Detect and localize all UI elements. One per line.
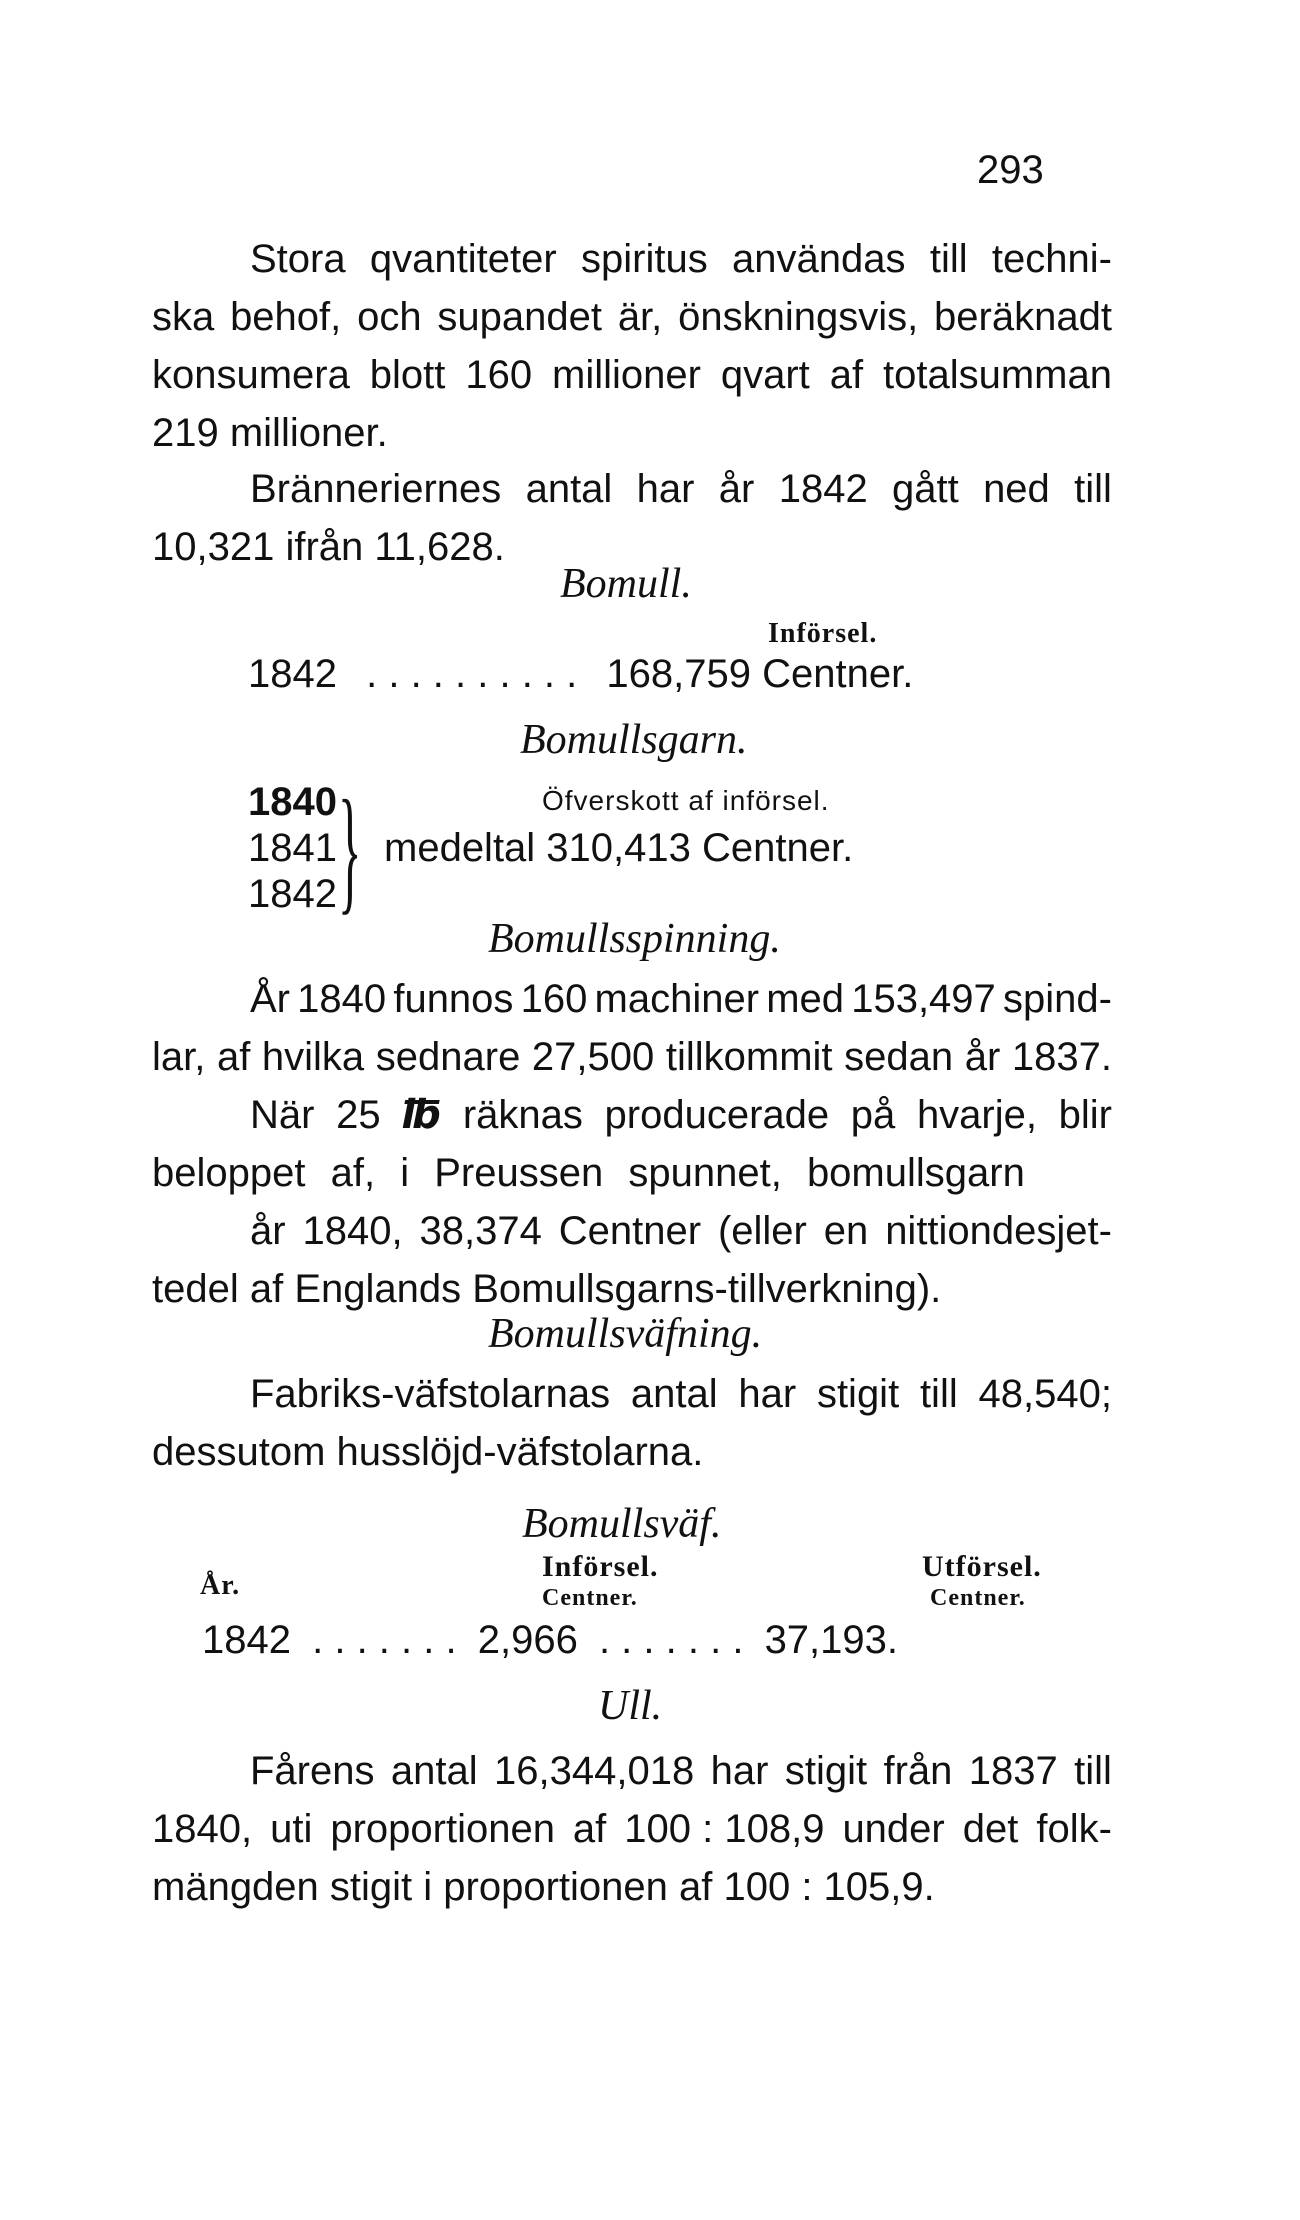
word: 153,497: [851, 977, 996, 1021]
word: techni-: [991, 237, 1112, 281]
word: antal: [525, 467, 613, 511]
column-label-inforsel: Införsel.: [768, 618, 878, 649]
word: är,: [617, 295, 663, 339]
word: qvantiteter: [369, 237, 557, 281]
garn-year-1842: 1842: [248, 872, 337, 916]
word: 1842: [778, 467, 868, 511]
garn-year-1840: 1840: [248, 780, 337, 824]
text-line: [152, 1202, 1112, 1260]
table-header-export: Utförsel.: [922, 1550, 1042, 1583]
leader-dots: . . . . . . .: [312, 1618, 457, 1662]
year-cell: 1842: [202, 1618, 291, 1662]
curly-brace: }: [338, 772, 362, 927]
word: hvilka: [261, 1035, 365, 1079]
word: Preussen: [434, 1151, 604, 1195]
word: 1840,: [152, 1807, 253, 1851]
section-heading-bomullsspinning: Bomullsspinning.: [488, 916, 781, 962]
word: machiner: [594, 977, 760, 1021]
sub-label-ofverskott: Öfverskott af införsel.: [542, 785, 830, 816]
paragraph-spinning: [152, 970, 1112, 1318]
word: till: [1074, 1749, 1112, 1793]
word: 25: [336, 1093, 381, 1137]
text-line: [152, 230, 1112, 288]
table-header-import: Införsel.: [542, 1550, 659, 1583]
word: tillkommit: [665, 1035, 833, 1079]
bomull-row-1842: [248, 652, 913, 697]
word: hvarje,: [916, 1093, 1037, 1137]
word: stigit: [784, 1749, 868, 1793]
word: i: [400, 1151, 410, 1195]
word: konsumera: [152, 353, 350, 397]
paragraph-distilleries: [152, 460, 1112, 576]
word: till: [1074, 467, 1112, 511]
word: qvart: [720, 353, 810, 397]
word: till: [919, 1372, 958, 1416]
word: behof,: [230, 295, 342, 339]
word: med: [766, 977, 845, 1021]
table-header-export-unit: Centner.: [930, 1585, 1026, 1611]
pound-symbol: ℔: [402, 1093, 442, 1137]
text-line: [152, 1028, 1112, 1086]
text-line: [152, 460, 1112, 518]
word: det: [962, 1807, 1019, 1851]
word: 100 : 108,9: [624, 1807, 825, 1851]
word: på: [850, 1093, 896, 1137]
word: från: [883, 1749, 953, 1793]
leader-dots: . . . . . . . . . .: [366, 652, 578, 696]
word: och: [357, 295, 422, 339]
word: producerade: [604, 1093, 830, 1137]
word: blott: [369, 353, 446, 397]
word: sednare: [375, 1035, 521, 1079]
word: antal: [390, 1749, 478, 1793]
word: har: [710, 1749, 769, 1793]
word: lar,: [152, 1035, 206, 1079]
word: 48,540;: [978, 1372, 1112, 1416]
word: under: [842, 1807, 945, 1851]
word: år: [718, 467, 755, 511]
word: gått: [892, 467, 959, 511]
word: Fårens: [250, 1749, 375, 1793]
text-line: 219 millioner.: [152, 411, 388, 455]
word: ned: [983, 467, 1050, 511]
word: 1840,: [302, 1209, 403, 1253]
export-cell: 37,193.: [764, 1618, 899, 1662]
table-row-1842: [202, 1618, 898, 1663]
section-heading-ull: Ull.: [598, 1683, 663, 1729]
text-line: [152, 1086, 1112, 1144]
word: en: [823, 1209, 869, 1253]
word: blir: [1058, 1093, 1112, 1137]
word: 38,374: [419, 1209, 542, 1253]
word: 160: [520, 977, 588, 1021]
paragraph-weaving: [152, 1365, 1112, 1481]
word: år: [250, 1209, 286, 1253]
word: 160: [465, 353, 533, 397]
word: spunnet,: [628, 1151, 782, 1195]
word: 1837: [968, 1749, 1058, 1793]
word: användas: [732, 237, 906, 281]
table-header-year: År.: [200, 1570, 241, 1601]
word: År: [250, 977, 290, 1021]
word: Stora: [250, 237, 346, 281]
word: önskningsvis,: [678, 295, 919, 339]
word: millioner: [552, 353, 701, 397]
word: proportionen: [330, 1807, 555, 1851]
word: När: [250, 1093, 315, 1137]
word: räknas: [462, 1093, 583, 1137]
word: 16,344,018: [494, 1749, 695, 1793]
section-heading-bomull: Bomull.: [560, 561, 692, 607]
word: af,: [330, 1151, 376, 1195]
page-number: 293: [977, 148, 1044, 192]
word: bomullsgarn: [806, 1151, 1025, 1195]
word: Bränneriernes: [250, 467, 502, 511]
word: spiritus: [581, 237, 708, 281]
table-header-import-unit: Centner.: [542, 1585, 638, 1611]
word: folk-: [1036, 1807, 1112, 1851]
word: sedan: [844, 1035, 954, 1079]
word: stigit: [816, 1372, 900, 1416]
word: supandet: [437, 295, 602, 339]
word: har: [738, 1372, 797, 1416]
text-line: 10,321 ifrån 11,628.: [152, 525, 505, 569]
text-line: [152, 1144, 1112, 1202]
word: beräknadt: [934, 295, 1112, 339]
word: af: [216, 1035, 251, 1079]
word: Fabriks-väfstolarnas: [250, 1372, 611, 1416]
year-cell: 1842: [248, 652, 337, 696]
word: uti: [270, 1807, 313, 1851]
leader-dots: . . . . . . .: [598, 1618, 744, 1662]
word: af: [829, 353, 864, 397]
section-heading-bomullsgarn: Bomullsgarn.: [520, 717, 748, 763]
word: af: [572, 1807, 607, 1851]
word: antal: [630, 1372, 718, 1416]
text-line: [152, 288, 1112, 346]
section-heading-bomullsvafning: Bomullsväfning.: [488, 1311, 763, 1357]
word: funnos: [393, 977, 514, 1021]
paragraph-spirits: [152, 230, 1112, 462]
paragraph-wool: [152, 1742, 1112, 1916]
word: Centner: [558, 1209, 702, 1253]
import-cell: 2,966: [477, 1618, 578, 1662]
word: spind-: [1002, 977, 1112, 1021]
word: år: [964, 1035, 1001, 1079]
word: ska: [152, 295, 215, 339]
word: 27,500: [531, 1035, 655, 1079]
word: har: [636, 467, 695, 511]
word: (eller: [717, 1209, 807, 1253]
text-line: mängden stigit i proportionen af 100 : 105,9.: [152, 1865, 935, 1909]
word: beloppet: [152, 1151, 306, 1195]
word: 1837.: [1011, 1035, 1112, 1079]
text-line: tedel af Englands Bomullsgarns-tillverkning).: [152, 1267, 942, 1311]
text-line: [152, 346, 1112, 404]
text-line: [152, 1742, 1112, 1800]
word: totalsumman: [883, 353, 1112, 397]
garn-medeltal: medeltal 310,413 Centner.: [384, 826, 854, 870]
text-line: [152, 970, 1112, 1028]
value-cell: 168,759 Centner.: [606, 652, 914, 696]
section-heading-bomullsvaf: Bomullsväf.: [522, 1501, 722, 1547]
text-line: [152, 1800, 1112, 1858]
word: till: [929, 237, 968, 281]
garn-year-1841: 1841: [248, 826, 337, 870]
text-line: [152, 1365, 1112, 1423]
text-line: dessutom husslöjd-väfstolarna.: [152, 1430, 704, 1474]
word: nittiondesjet-: [885, 1209, 1112, 1253]
word: 1840: [297, 977, 387, 1021]
